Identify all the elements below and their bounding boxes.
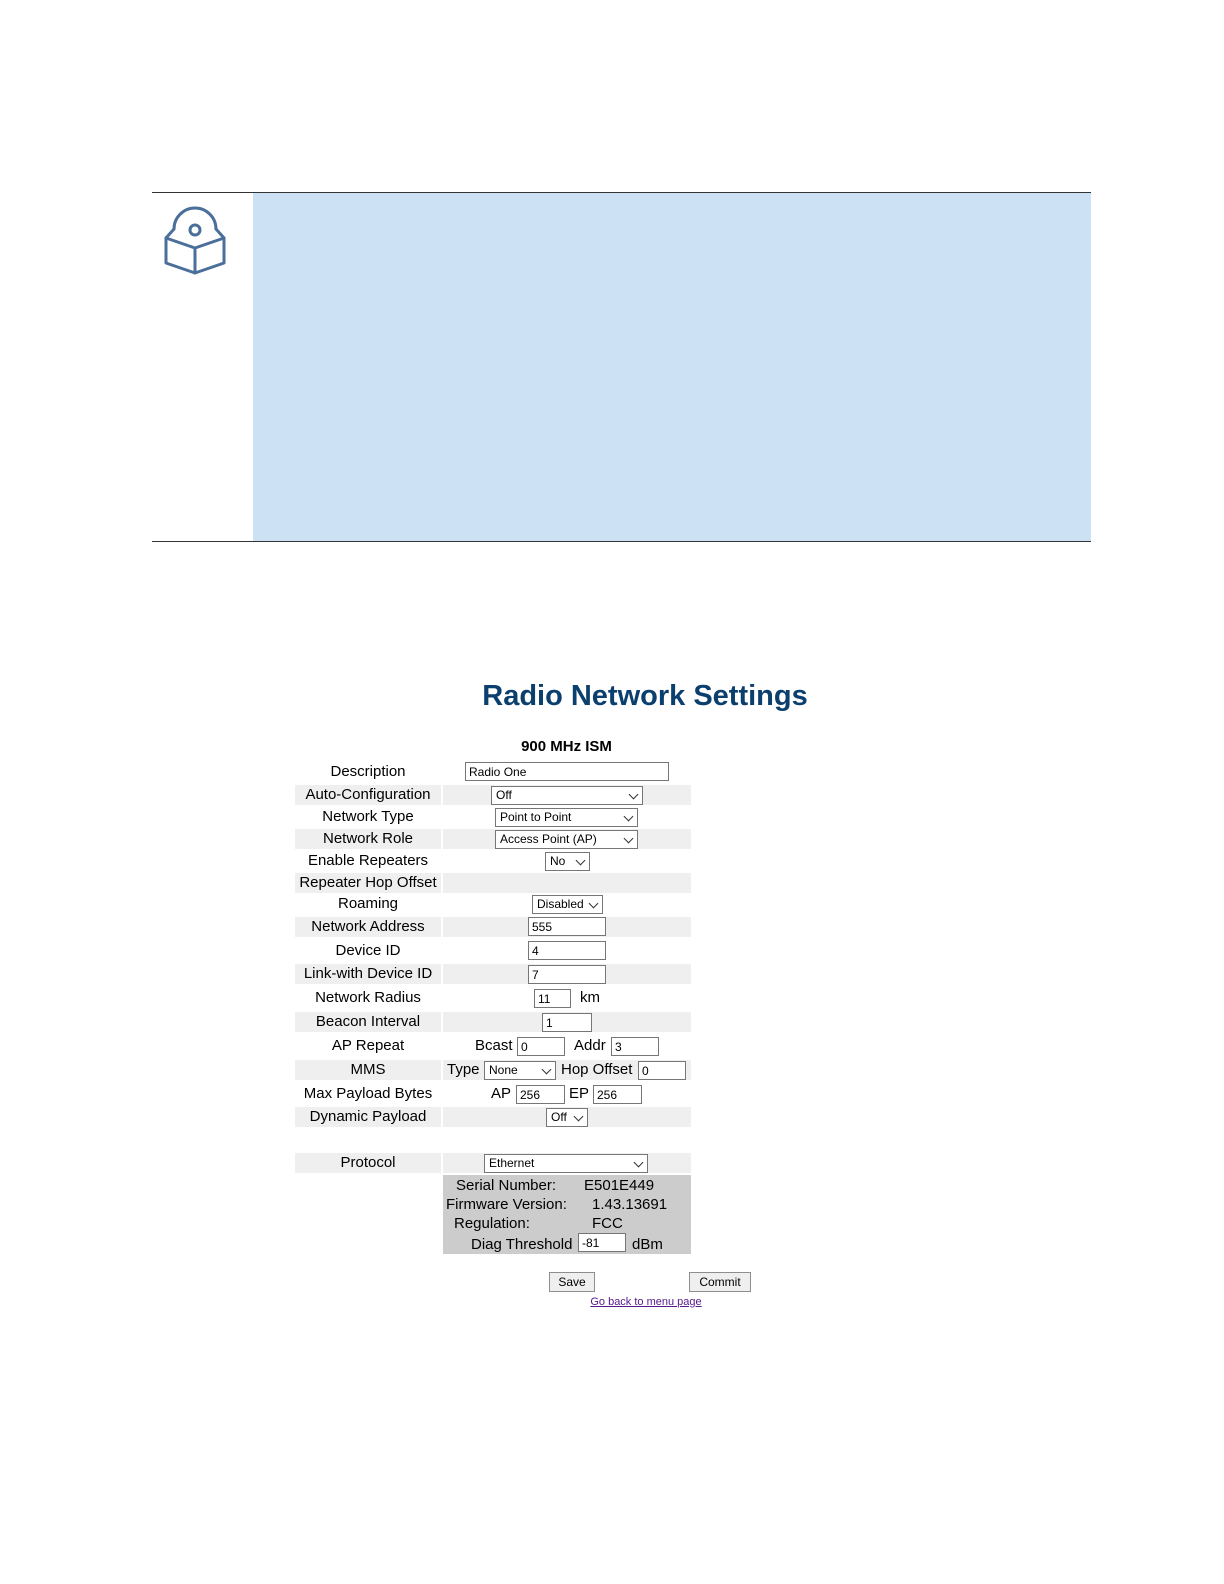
network-address-input[interactable]: 555 xyxy=(528,917,606,936)
chevron-down-icon xyxy=(624,834,634,844)
diag-threshold-label: Diag Threshold xyxy=(471,1236,573,1253)
mms-label: MMS xyxy=(295,1060,441,1080)
note-icon-cell xyxy=(152,193,253,541)
commit-button[interactable]: Commit xyxy=(689,1272,751,1292)
chevron-down-icon xyxy=(574,1112,584,1122)
beacon-interval-input[interactable]: 1 xyxy=(542,1013,592,1032)
network-radius-label: Network Radius xyxy=(315,989,421,1006)
mms-type-label: Type xyxy=(447,1061,480,1078)
diag-threshold-input[interactable]: -81 xyxy=(578,1233,626,1252)
addr-input[interactable]: 3 xyxy=(611,1037,659,1056)
repeater-hop-offset-cell xyxy=(443,873,691,893)
firmware-version-label: Firmware Version: xyxy=(446,1196,567,1213)
radio-band-heading: 900 MHz ISM xyxy=(521,738,612,755)
network-role-label: Network Role xyxy=(295,829,441,849)
network-type-label: Network Type xyxy=(322,808,414,825)
device-id-input[interactable]: 4 xyxy=(528,941,606,960)
protocol-value: Ethernet xyxy=(489,1156,535,1170)
beacon-interval-label: Beacon Interval xyxy=(295,1012,441,1032)
max-payload-ep-input[interactable]: 256 xyxy=(593,1085,642,1104)
serial-number-value: E501E449 xyxy=(584,1177,655,1194)
network-address-label: Network Address xyxy=(295,917,441,937)
regulation-label: Regulation: xyxy=(454,1215,530,1232)
max-payload-ap-input[interactable]: 256 xyxy=(516,1085,565,1104)
max-payload-bytes-label: Max Payload Bytes xyxy=(303,1085,433,1102)
network-type-select[interactable] xyxy=(495,808,638,827)
roaming-label: Roaming xyxy=(337,895,399,912)
back-to-menu-link[interactable]: Go back to menu page xyxy=(590,1296,702,1308)
protocol-label: Protocol xyxy=(295,1153,441,1173)
chevron-down-icon xyxy=(576,856,586,866)
repeater-hop-offset-label: Repeater Hop Offset xyxy=(295,873,441,893)
dynamic-payload-select[interactable] xyxy=(546,1108,588,1127)
device-id-label: Device ID xyxy=(335,942,401,959)
roaming-select[interactable] xyxy=(532,895,603,914)
dynamic-payload-label: Dynamic Payload xyxy=(295,1107,441,1127)
network-radius-input[interactable]: 11 xyxy=(534,989,571,1008)
roaming-value: Disabled xyxy=(537,897,584,911)
bcast-input[interactable]: 0 xyxy=(517,1037,565,1056)
link-with-device-id-label: Link-with Device ID xyxy=(295,964,441,984)
network-radius-unit: km xyxy=(580,989,600,1006)
diag-threshold-unit: dBm xyxy=(632,1236,663,1253)
auto-configuration-label: Auto-Configuration xyxy=(295,785,441,805)
mms-type-value: None xyxy=(489,1063,518,1077)
enable-repeaters-select[interactable] xyxy=(545,852,590,871)
auto-configuration-select[interactable] xyxy=(491,786,643,805)
description-input[interactable]: Radio One xyxy=(465,762,669,781)
addr-label: Addr xyxy=(574,1037,606,1054)
dynamic-payload-value: Off xyxy=(551,1110,567,1124)
mms-hop-offset-label: Hop Offset xyxy=(561,1061,633,1078)
enable-repeaters-value: No xyxy=(550,854,566,868)
network-type-value: Point to Point xyxy=(500,810,572,824)
chevron-down-icon xyxy=(542,1065,552,1075)
serial-number-label: Serial Number: xyxy=(456,1177,557,1194)
mms-type-select[interactable] xyxy=(484,1061,556,1080)
enable-repeaters-label: Enable Repeaters xyxy=(307,852,429,869)
network-role-select[interactable] xyxy=(495,830,638,849)
network-role-value: Access Point (AP) xyxy=(500,832,597,846)
description-label: Description xyxy=(330,763,406,780)
chevron-down-icon xyxy=(589,899,599,909)
max-payload-ep-label: EP xyxy=(569,1085,590,1102)
mms-hop-offset-input[interactable]: 0 xyxy=(638,1061,686,1080)
chevron-down-icon xyxy=(629,790,639,800)
firmware-version-value: 1.43.13691 xyxy=(592,1196,668,1213)
chevron-down-icon xyxy=(634,1158,644,1168)
max-payload-ap-label: AP xyxy=(491,1085,512,1102)
ap-repeat-label: AP Repeat xyxy=(331,1037,405,1054)
protocol-select[interactable] xyxy=(484,1154,648,1173)
link-with-device-id-input[interactable]: 7 xyxy=(528,965,606,984)
bcast-label: Bcast xyxy=(475,1037,513,1054)
page-title: Radio Network Settings xyxy=(482,680,808,712)
auto-configuration-value: Off xyxy=(496,788,512,802)
save-button[interactable]: Save xyxy=(549,1272,595,1292)
note-panel xyxy=(152,192,1091,542)
regulation-value: FCC xyxy=(592,1215,623,1232)
chevron-down-icon xyxy=(624,812,634,822)
device-info-box xyxy=(443,1175,691,1254)
book-info-icon xyxy=(162,199,228,275)
note-body xyxy=(253,193,1091,541)
